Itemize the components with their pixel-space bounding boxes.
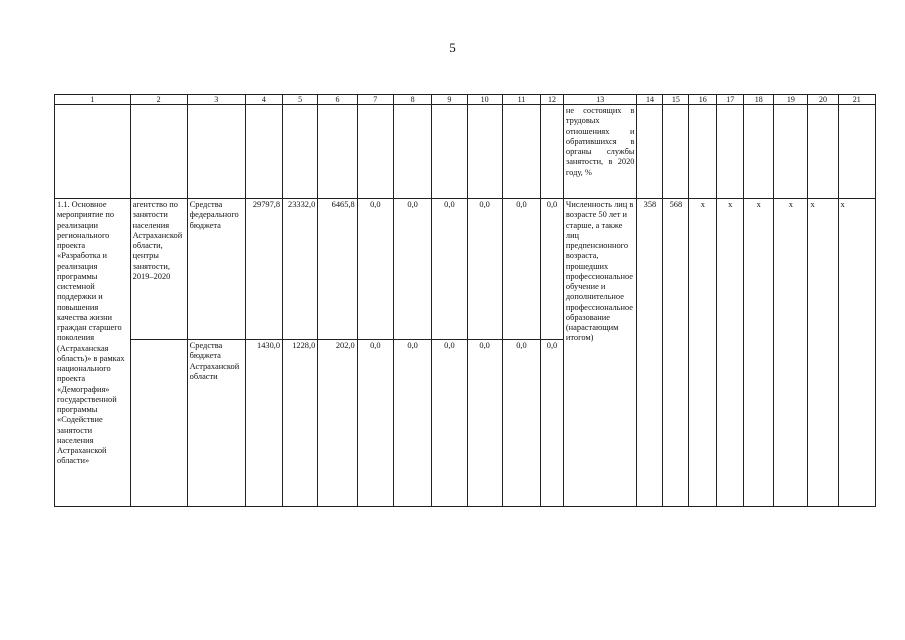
continuation-row [55, 105, 876, 199]
table-cell [187, 105, 245, 199]
column-header: 8 [393, 95, 431, 105]
column-header: 1 [55, 95, 131, 105]
table-cell [432, 105, 467, 199]
indicator-value-15: 568 [663, 199, 689, 507]
indicator-value-20: x [808, 199, 838, 507]
column-header: 12 [541, 95, 564, 105]
table-cell [283, 105, 318, 199]
program-table [54, 94, 876, 507]
funding-source: Средства федерального бюджета [187, 199, 245, 340]
table-cell [130, 340, 187, 507]
activity-name: 1.1. Основное мероприятие по реализации регионального проекта «Разработка и реализация программы системной поддержки и повышения качества жизни граждан старшего поколения (Астраханская область)» в рамках национального проекта «Демография» государственной программы «Содействие занятости населения Астраханской области» [55, 199, 131, 507]
indicator-name: Численность лиц в возрасте 50 лет и старше, а также лиц предпенсионного возраста, прошедших профессиональное обучение и дополнительное профессиональное образование (нарастающим итогом) [563, 199, 637, 507]
indicator-value-18: x [744, 199, 774, 507]
amount-col-9: 0,0 [432, 340, 467, 507]
table-cell [318, 105, 357, 199]
amount-col-12: 0,0 [541, 340, 564, 507]
table-cell [838, 105, 875, 199]
indicator-value-16: x [689, 199, 717, 507]
table-cell [467, 105, 502, 199]
column-header: 9 [432, 95, 467, 105]
amount-col-8: 0,0 [393, 340, 431, 507]
amount-col-10: 0,0 [467, 340, 502, 507]
table-cell [774, 105, 808, 199]
column-header: 19 [774, 95, 808, 105]
table-cell [541, 105, 564, 199]
column-header: 21 [838, 95, 875, 105]
indicator-value-19: x [774, 199, 808, 507]
federal-budget-row [55, 199, 876, 340]
amount-2019: 23332,0 [283, 199, 318, 340]
column-header: 17 [717, 95, 744, 105]
table-cell [357, 105, 393, 199]
column-header: 14 [637, 95, 663, 105]
amount-col-10: 0,0 [467, 199, 502, 340]
column-header: 18 [744, 95, 774, 105]
table-cell [245, 105, 282, 199]
table-cell [808, 105, 838, 199]
column-header: 16 [689, 95, 717, 105]
column-header: 2 [130, 95, 187, 105]
amount-col-12: 0,0 [541, 199, 564, 340]
amount-col-7: 0,0 [357, 199, 393, 340]
page-number: 5 [449, 40, 456, 55]
table-cell [393, 105, 431, 199]
table-cell [744, 105, 774, 199]
table-cell [717, 105, 744, 199]
column-header: 5 [283, 95, 318, 105]
amount-col-9: 0,0 [432, 199, 467, 340]
indicator-value-17: x [717, 199, 744, 507]
column-header: 3 [187, 95, 245, 105]
amount-total: 1430,0 [245, 340, 282, 507]
column-header: 4 [245, 95, 282, 105]
amount-col-11: 0,0 [502, 199, 540, 340]
column-header: 15 [663, 95, 689, 105]
column-header: 11 [502, 95, 540, 105]
amount-2019: 1228,0 [283, 340, 318, 507]
table-cell [130, 105, 187, 199]
column-header: 7 [357, 95, 393, 105]
column-header: 6 [318, 95, 357, 105]
amount-col-7: 0,0 [357, 340, 393, 507]
continuation-indicator-text: не состоящих в трудовых отношениях и обратившихся в органы службы занятости, в 2020 году, % [563, 105, 637, 199]
column-header: 13 [563, 95, 637, 105]
amount-2020: 6465,8 [318, 199, 357, 340]
table-cell [55, 105, 131, 199]
table-cell [689, 105, 717, 199]
column-header: 10 [467, 95, 502, 105]
table-cell [502, 105, 540, 199]
column-header: 20 [808, 95, 838, 105]
indicator-value-14: 358 [637, 199, 663, 507]
funding-source: Средства бюджета Астраханской области [187, 340, 245, 507]
column-header-row [55, 95, 876, 105]
amount-col-8: 0,0 [393, 199, 431, 340]
table-cell [663, 105, 689, 199]
indicator-value-21: x [838, 199, 875, 507]
amount-total: 29797,8 [245, 199, 282, 340]
amount-col-11: 0,0 [502, 340, 540, 507]
table-cell [637, 105, 663, 199]
amount-2020: 202,0 [318, 340, 357, 507]
executor: агентство по занятости населения Астраханской области, центры занятости, 2019–2020 [130, 199, 187, 340]
